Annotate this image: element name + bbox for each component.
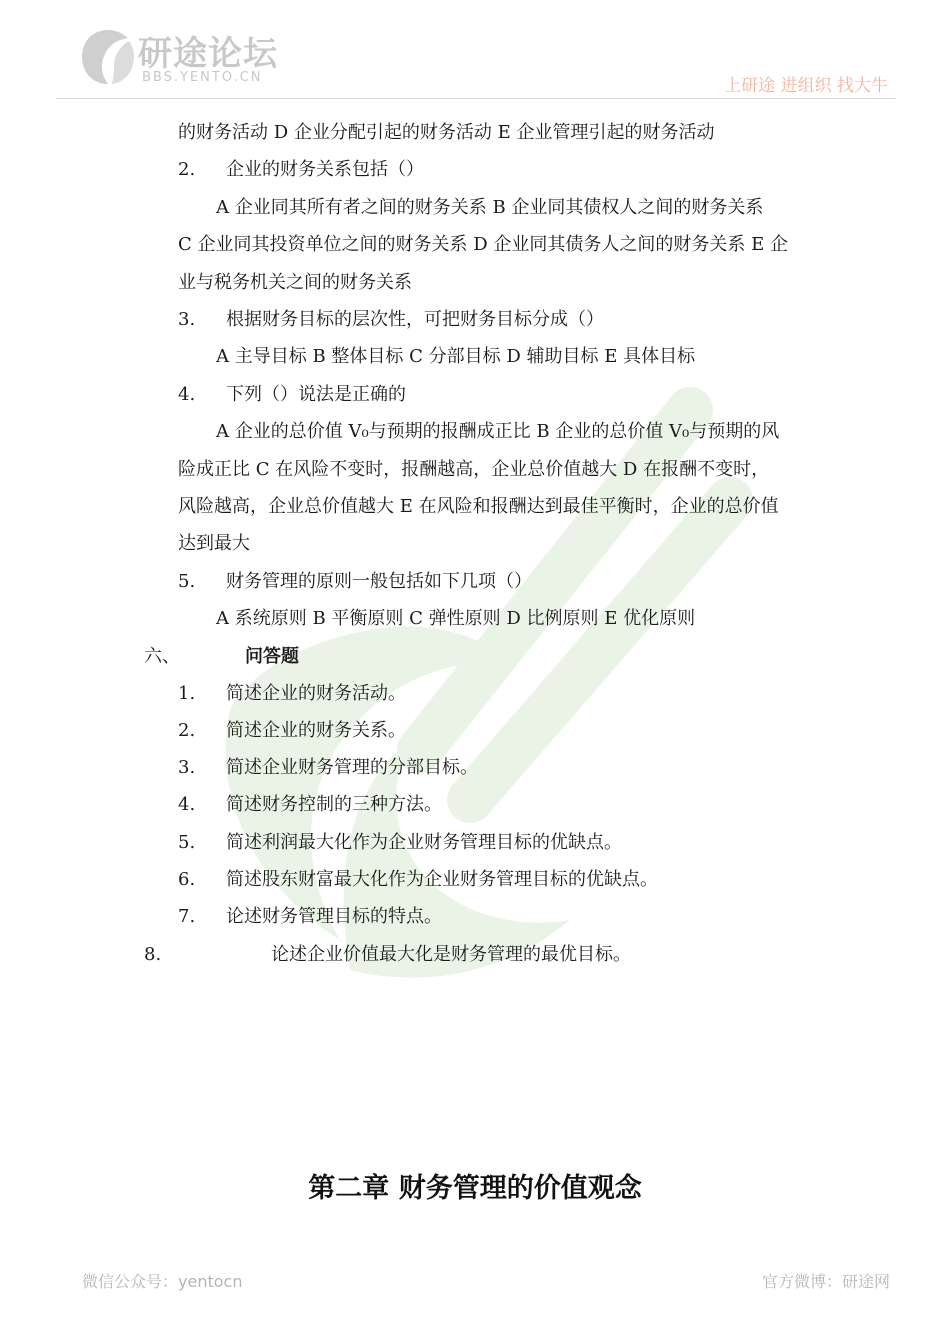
list-item-number: 5. bbox=[178, 832, 196, 853]
logo-name: 研途论坛 bbox=[138, 34, 278, 74]
list-item-number: 1. bbox=[178, 683, 196, 704]
option-line: 业与税务机关之间的财务关系 bbox=[178, 272, 412, 293]
list-item: 简述企业的财务关系。 bbox=[226, 720, 406, 741]
option-line: A 系统原则 B 平衡原则 C 弹性原则 D 比例原则 E 优化原则 bbox=[216, 608, 696, 629]
list-item-number: 4. bbox=[178, 794, 196, 815]
question-text: 企业的财务关系包括（） bbox=[226, 159, 424, 180]
list-item-number: 8. bbox=[144, 944, 162, 965]
logo-subtitle: BBS.YENTO.CN bbox=[142, 70, 263, 85]
list-item: 简述企业的财务活动。 bbox=[226, 683, 406, 704]
question-text: 财务管理的原则一般包括如下几项（） bbox=[226, 571, 532, 592]
question-number: 2. bbox=[178, 159, 196, 180]
paragraph-line: 的财务活动 D 企业分配引起的财务活动 E 企业管理引起的财务活动 bbox=[178, 122, 715, 143]
list-item-number: 7. bbox=[178, 906, 196, 927]
list-item-number: 2. bbox=[178, 720, 196, 741]
list-item: 论述企业价值最大化是财务管理的最优目标。 bbox=[271, 944, 631, 965]
footer-wechat: 微信公众号：yentocn bbox=[82, 1272, 243, 1291]
logo-mark-icon bbox=[78, 26, 138, 88]
option-line: 险成正比 C 在风险不变时，报酬越高，企业总价值越大 D 在报酬不变时， bbox=[178, 459, 770, 480]
list-item: 简述企业财务管理的分部目标。 bbox=[226, 757, 478, 778]
list-item: 简述利润最大化作为企业财务管理目标的优缺点。 bbox=[226, 832, 622, 853]
list-item: 论述财务管理目标的特点。 bbox=[226, 906, 442, 927]
option-line: 达到最大 bbox=[178, 533, 250, 554]
option-line: A 主导目标 B 整体目标 C 分部目标 D 辅助目标 E 具体目标 bbox=[216, 346, 696, 367]
list-item-number: 3. bbox=[178, 757, 196, 778]
header-slogan: 上研途 进组织 找大牛 bbox=[724, 76, 888, 96]
option-line: 风险越高，企业总价值越大 E 在风险和报酬达到最佳平衡时，企业的总价值 bbox=[178, 496, 779, 517]
footer-weibo: 官方微博：研途网 bbox=[761, 1272, 890, 1291]
question-number: 4. bbox=[178, 384, 196, 405]
option-line: A 企业同其所有者之间的财务关系 B 企业同其债权人之间的财务关系 bbox=[216, 197, 764, 218]
section-number: 六、 bbox=[144, 646, 180, 667]
chapter-title: 第二章 财务管理的价值观念 bbox=[308, 1173, 642, 1204]
list-item: 简述财务控制的三种方法。 bbox=[226, 794, 442, 815]
question-number: 5. bbox=[178, 571, 196, 592]
option-line: C 企业同其投资单位之间的财务关系 D 企业同其债务人之间的财务关系 E 企 bbox=[178, 234, 788, 255]
header-divider bbox=[56, 98, 896, 99]
question-number: 3. bbox=[178, 309, 196, 330]
question-text: 下列（）说法是正确的 bbox=[226, 384, 406, 405]
section-title: 问答题 bbox=[245, 646, 299, 667]
list-item-number: 6. bbox=[178, 869, 196, 890]
list-item: 简述股东财富最大化作为企业财务管理目标的优缺点。 bbox=[226, 869, 658, 890]
site-logo bbox=[78, 26, 348, 92]
option-line: A 企业的总价值 V₀与预期的报酬成正比 B 企业的总价值 V₀与预期的风 bbox=[216, 421, 780, 442]
question-text: 根据财务目标的层次性，可把财务目标分成（） bbox=[226, 309, 604, 330]
